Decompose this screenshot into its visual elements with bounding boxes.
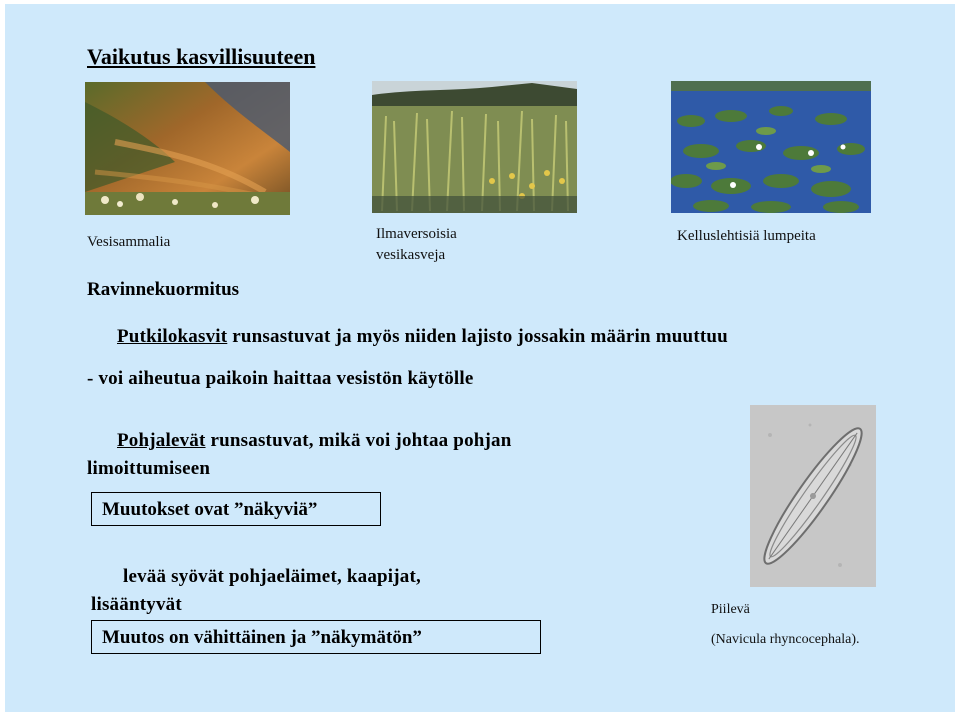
line-putkilokasvit [117,326,728,348]
reeds-photo [372,81,577,213]
diatom-caption-piileva: Piilevä [711,602,750,617]
line-haittaa: - voi aiheutua paikoin haittaa vesistön käytölle [87,368,474,389]
line-pohjalevat [117,430,512,452]
term-pohjalevat: Pohjalevät [117,430,206,451]
caption-kelluslehtisia: Kelluslehtisiä lumpeita [677,228,816,244]
slide [5,4,955,712]
caption-ilmaversoisia [376,224,457,266]
moss-photo [85,82,290,215]
box-nakyvia: Muutokset ovat ”näkyviä” [91,492,381,526]
term-putkilokasvit: Putkilokasvit [117,326,228,347]
line-lisaantyvat: lisääntyvät [91,594,182,615]
diatom-photo [750,405,876,587]
slide-title: Vaikutus kasvillisuuteen [87,44,316,69]
subheading-ravinnekuormitus: Ravinnekuormitus [87,279,240,300]
caption-ilmaversoisia-line1: Ilmaversoisia [376,226,457,242]
lilies-photo [671,81,871,213]
box-nakymaton: Muutos on vähittäinen ja ”näkymätön” [91,620,541,654]
diatom-caption-species: (Navicula rhyncocephala). [711,632,860,647]
line-limoittumiseen: limoittumiseen [87,458,211,479]
line-pohjalevat-rest: runsastuvat, mikä voi johtaa pohjan [205,430,512,451]
caption-ilmaversoisia-line2: vesikasveja [376,247,446,263]
caption-vesisammalia: Vesisammalia [87,234,171,250]
line-pohjaelaimet: levää syövät pohjaeläimet, kaapijat, [123,566,421,587]
line-putkilokasvit-rest: runsastuvat ja myös niiden lajisto jossakin määrin muuttuu [227,326,728,347]
